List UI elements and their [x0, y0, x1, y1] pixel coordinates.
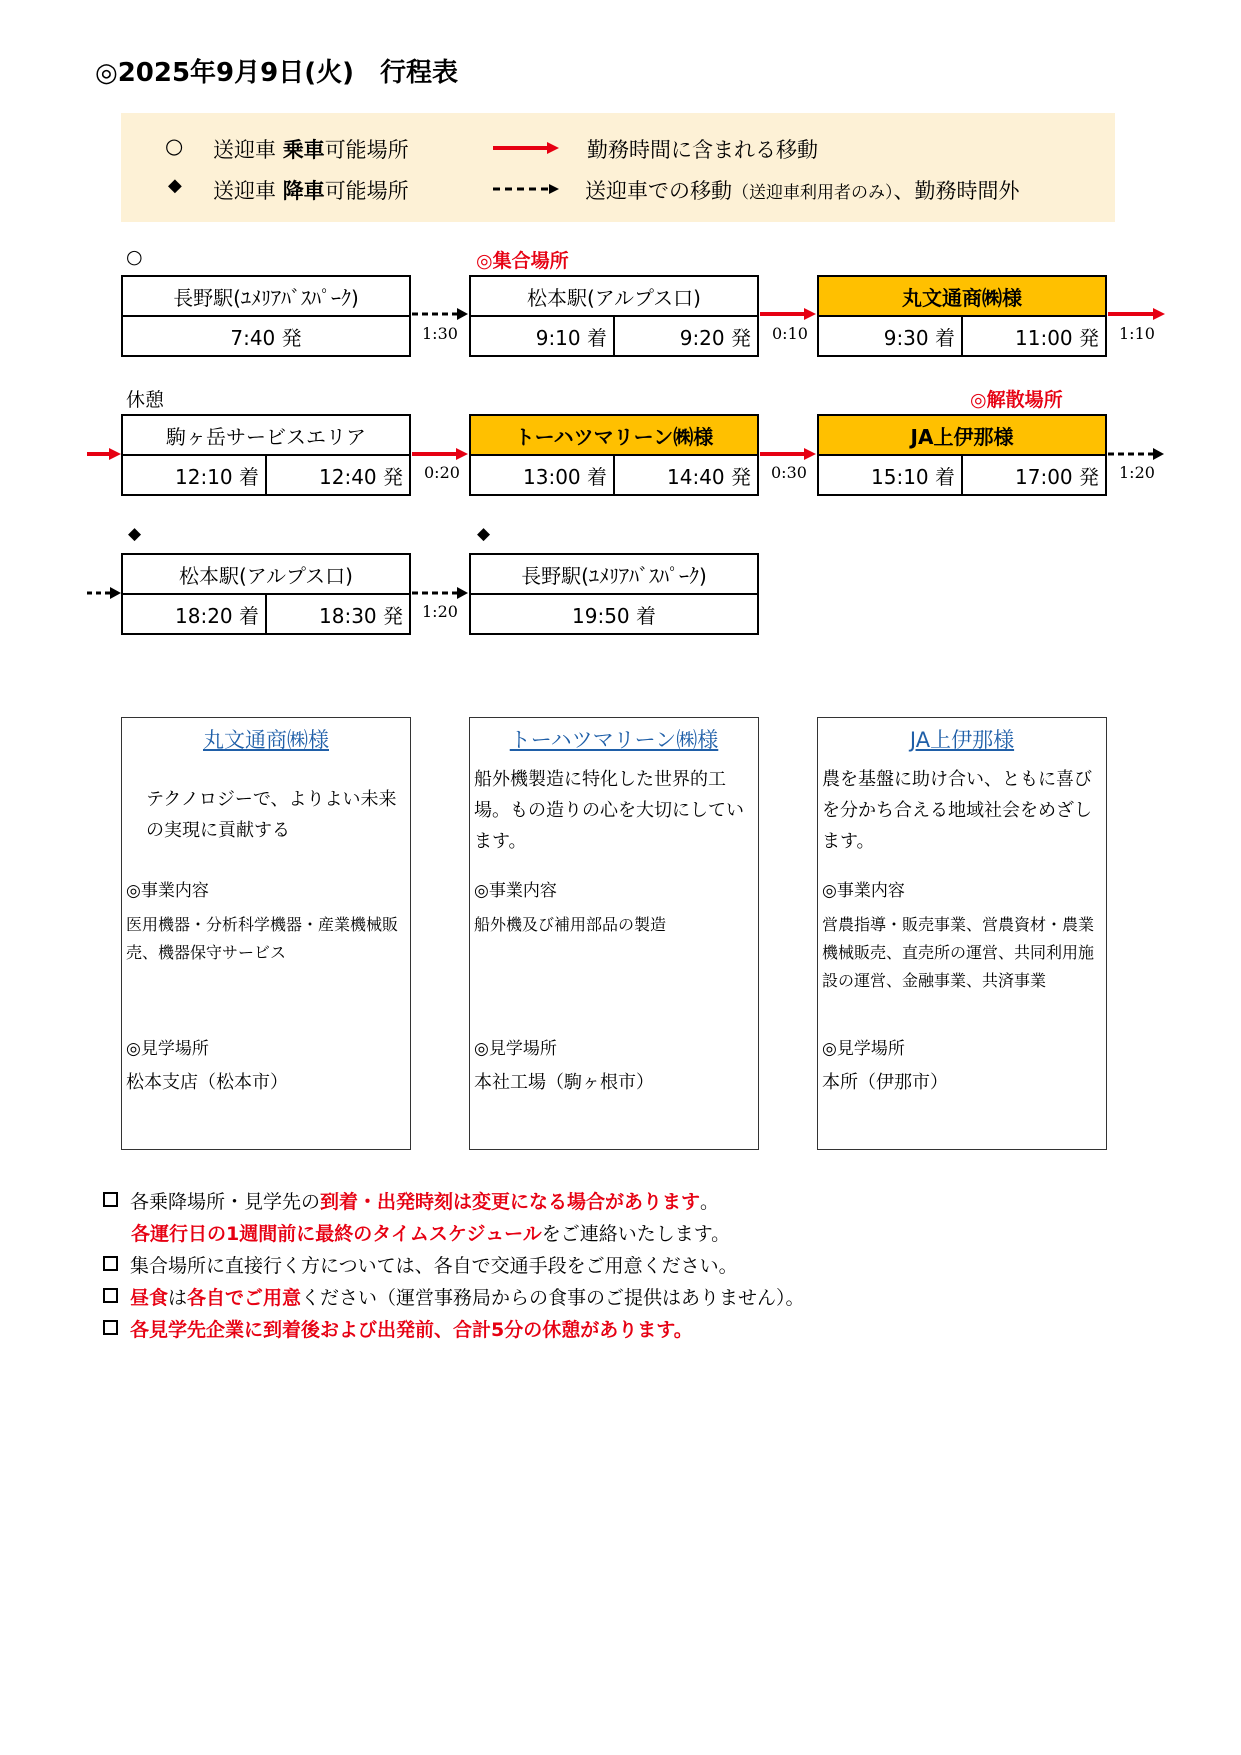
dropoff-marker: ◆	[477, 524, 491, 544]
title-mark: ◎	[95, 58, 118, 88]
company-link[interactable]: JA上伊那様	[909, 728, 1015, 752]
company-card-tohatsu	[469, 717, 759, 1150]
checkbox-icon	[103, 1288, 118, 1303]
dropoff-symbol: ◆	[168, 175, 182, 196]
dropoff-marker: ◆	[128, 524, 142, 544]
station-name: 丸文通商㈱様	[819, 277, 1105, 317]
station-name: 駒ヶ岳サービスエリア	[123, 416, 409, 456]
business-content: 医用機器・分析科学機器・産業機械販売、機器保守サービス	[126, 915, 399, 962]
company-link[interactable]: 丸文通商㈱様	[203, 728, 329, 752]
business-label: ◎事業内容	[474, 881, 557, 901]
station-nagano-arrive	[469, 553, 759, 635]
visit-label: ◎見学場所	[474, 1039, 557, 1059]
pickup-symbol: ○	[165, 134, 184, 158]
station-tohatsu	[469, 414, 759, 496]
title-date: 2025年9月9日(火)	[117, 58, 354, 88]
station-time-depart: 12:40 発	[265, 456, 409, 494]
travel-duration: 0:30	[771, 463, 807, 482]
note-item: 各乗降場所・見学先の到着・出発時刻は変更になる場合があります。	[103, 1187, 719, 1214]
station-matsumoto-return	[121, 553, 411, 635]
station-time-depart: 14:40 発	[613, 456, 757, 494]
note-item: 昼食は各自でご用意ください（運営事務局からの食事のご提供はありません）。	[103, 1283, 805, 1310]
company-card-marubun	[121, 717, 411, 1150]
station-nagano-depart	[121, 275, 411, 357]
pickup-label: 送迎車 乗車可能場所	[213, 138, 409, 162]
business-content: 営農指導・販売事業、営農資材・農業機械販売、直売所の運営、共同利用施設の運営、金融事業、共済事業	[822, 915, 1095, 990]
note-item-continued: 各運行日の1週間前に最終のタイムスケジュールをご連絡いたします。	[131, 1223, 731, 1245]
visit-label: ◎見学場所	[822, 1039, 905, 1059]
station-name: トーハツマリーン㈱様	[471, 416, 757, 456]
checkbox-icon	[103, 1192, 118, 1207]
station-matsumoto	[469, 275, 759, 357]
checkbox-icon	[103, 1256, 118, 1271]
dashed-arrow-text: 送迎車での移動（送迎車利用者のみ）、勤務時間外	[585, 179, 1020, 203]
dashed-arrow-icon	[491, 182, 561, 196]
rest-marker: 休憩	[126, 389, 165, 411]
dashed-arrow-icon	[411, 586, 469, 600]
visit-place: 本社工場（駒ヶ根市）	[474, 1072, 654, 1093]
station-time-depart: 18:30 発	[265, 595, 409, 633]
company-card-ja	[817, 717, 1107, 1150]
station-name: 長野駅(ﾕﾒﾘｱﾊﾞｽﾊﾟｰｸ)	[123, 277, 409, 317]
company-link[interactable]: トーハツマリーン㈱様	[509, 728, 719, 752]
company-description: 船外機製造に特化した世界的工場。もの造りの心を大切にしています。	[474, 769, 744, 852]
station-time-depart: 17:00 発	[961, 456, 1105, 494]
dashed-arrow-icon	[86, 586, 122, 600]
station-name: JA上伊那様	[819, 416, 1105, 456]
station-time: 7:40 発	[230, 325, 302, 350]
red-arrow-icon	[411, 447, 469, 461]
station-time-arrive: 15:10 着	[871, 464, 955, 489]
station-time-arrive: 13:00 着	[523, 464, 607, 489]
note-item: 各見学先企業に到着後および出発前、合計5分の休憩があります。	[103, 1315, 693, 1342]
red-arrow-icon	[759, 447, 817, 461]
legend-box	[121, 113, 1115, 222]
visit-place: 本所（伊那市）	[822, 1072, 948, 1093]
station-time-arrive: 9:30 着	[883, 325, 955, 350]
station-ja-kamiina	[817, 414, 1107, 496]
red-arrow-icon	[759, 307, 817, 321]
travel-duration: 1:30	[422, 324, 458, 343]
pickup-marker: ○	[126, 246, 143, 268]
visit-label: ◎見学場所	[126, 1039, 209, 1059]
travel-duration: 1:20	[422, 602, 458, 621]
note-item: 集合場所に直接行く方については、各自で交通手段をご用意ください。	[103, 1251, 738, 1278]
meeting-place-note: ◎集合場所	[476, 250, 569, 272]
checkbox-icon	[103, 1320, 118, 1335]
red-arrow-icon	[86, 447, 122, 461]
company-description: 農を基盤に助け合い、ともに喜びを分かち合える地域社会をめざします。	[822, 769, 1092, 852]
station-name: 松本駅(アルプス口)	[471, 277, 757, 317]
business-label: ◎事業内容	[822, 881, 905, 901]
dropoff-label: 送迎車 降車可能場所	[213, 179, 409, 203]
business-content: 船外機及び補用部品の製造	[474, 915, 667, 934]
station-time: 19:50 着	[572, 603, 656, 628]
dashed-arrow-icon	[411, 307, 469, 321]
travel-duration: 0:10	[772, 324, 808, 343]
dashed-arrow-icon	[1107, 447, 1165, 461]
station-time-depart: 9:20 発	[613, 317, 757, 355]
red-arrow-icon	[491, 141, 561, 155]
travel-duration: 1:20	[1119, 463, 1155, 482]
station-name: 長野駅(ﾕﾒﾘｱﾊﾞｽﾊﾟｰｸ)	[471, 555, 757, 595]
red-arrow-text: 勤務時間に含まれる移動	[587, 138, 818, 162]
station-time-arrive: 12:10 着	[175, 464, 259, 489]
station-time-arrive: 18:20 着	[175, 603, 259, 628]
station-time-arrive: 9:10 着	[535, 325, 607, 350]
travel-duration: 0:20	[424, 463, 460, 482]
page-title	[95, 52, 458, 89]
station-time-depart: 11:00 発	[961, 317, 1105, 355]
visit-place: 松本支店（松本市）	[126, 1072, 288, 1093]
travel-duration: 1:10	[1119, 324, 1155, 343]
station-komagatake	[121, 414, 411, 496]
station-name: 松本駅(アルプス口)	[123, 555, 409, 595]
station-marubun	[817, 275, 1107, 357]
title-text: 行程表	[380, 58, 459, 88]
dismissal-place-note: ◎解散場所	[970, 389, 1063, 411]
red-arrow-icon	[1107, 307, 1167, 321]
company-description: テクノロジーで、よりよい未来の実現に貢献する	[146, 789, 397, 841]
business-label: ◎事業内容	[126, 881, 209, 901]
